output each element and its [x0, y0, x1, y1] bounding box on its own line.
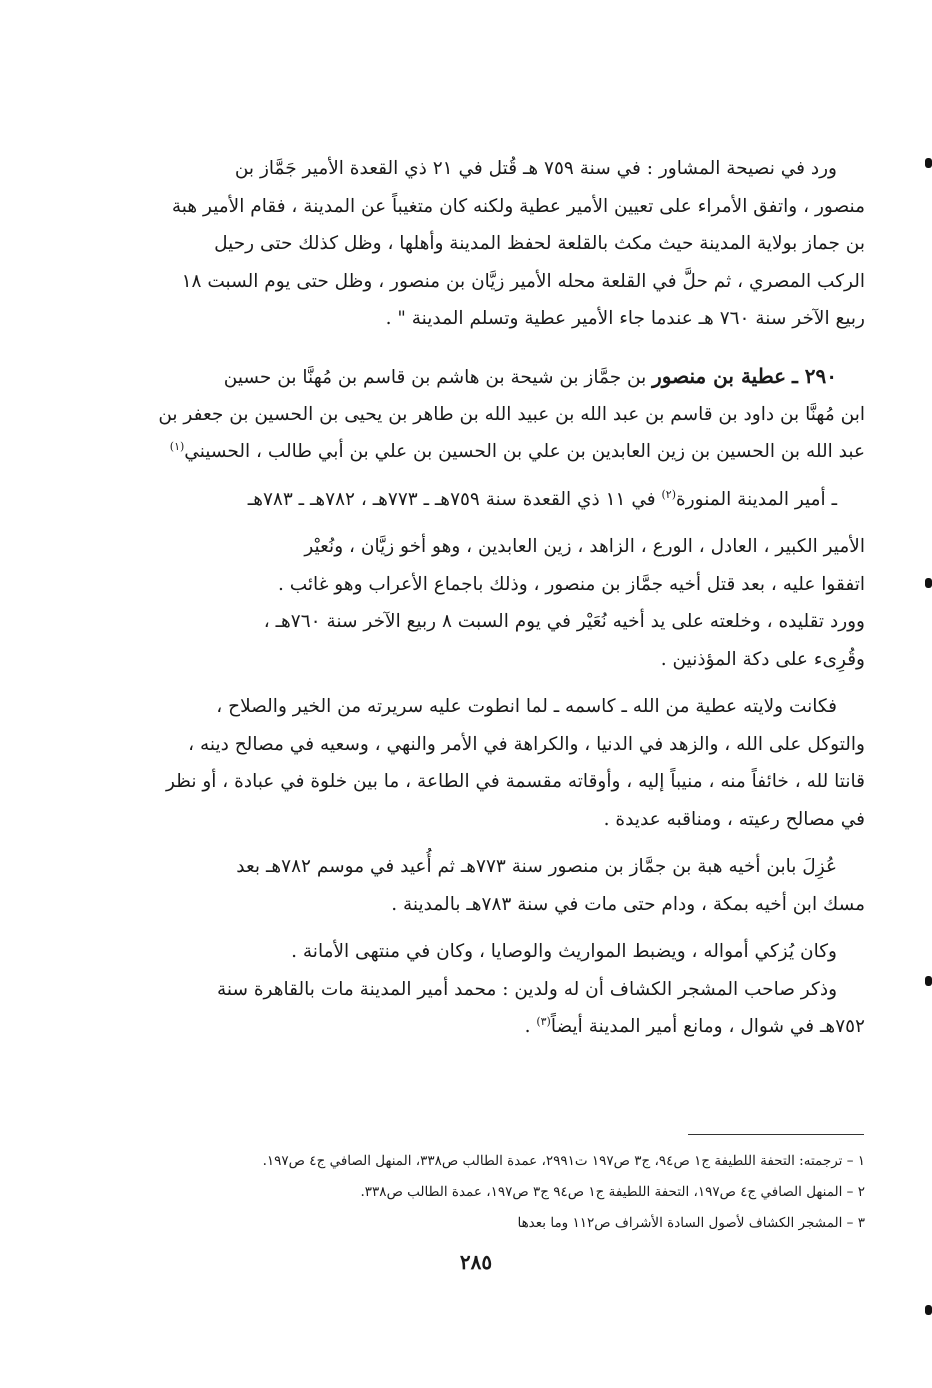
footnote: ٣ – المشجر الكشاف لأصول السادة الأشراف ص١١٢ وما بعدها [517, 1215, 865, 1231]
binding-mark [925, 578, 932, 588]
footnote: ٢ – المنهل الصافي ج٤ ص١٩٧، التحفة اللطيفة ج١ ص٩٤ ج٣ ص١٩٧، عمدة الطالب ص٣٣٨. [360, 1184, 865, 1200]
intro-line: بن جماز بولاية المدينة حيث مكث بالقلعة لحفظ المدينة وأهلها ، وظل كذلك حتى رحيل [214, 233, 865, 254]
removal-line: مسك ابن أخيه بمكة ، ودام حتى مات في سنة ٧٨٣هـ بالمدينة . [391, 893, 865, 915]
footnote-ref: (٢) [661, 487, 677, 501]
sons-text: ٧٥٢هـ في شوال ، ومانع أمير المدينة أيضاً [550, 1016, 865, 1037]
intro-paragraph [155, 150, 865, 338]
intro-line: ورد في نصيحة المشاور : في سنة ٧٥٩ هـ قُتل في ٢١ ذي القعدة الأمير جَمَّاز بن [234, 158, 837, 179]
binding-mark [925, 976, 932, 986]
bio-line: وورد تقليده ، وخلعته على يد أخيه نُعَيْر في يوم السبت ٨ ربيع الآخر سنة ٧٦٠هـ ، [263, 611, 865, 632]
biography-entry [155, 358, 865, 1046]
binding-mark [925, 158, 932, 168]
entry-number: ٢٩٠ ـ [791, 364, 837, 388]
virtue-line: والتوكل على الله ، والزهد في الدنيا ، والكراهة في الأمر والنهي ، وسعيه في مصالح دينه ، [188, 733, 865, 755]
footnote: ١ – ترجمته: التحفة اللطيفة ج١ ص٩٤، ج٣ ص١٩٧ ت٢٩٩١، عمدة الطالب ص٣٣٨، المنهل الصافي ج٤ ص١٩٧. [262, 1153, 865, 1169]
footnote-ref: (١) [169, 439, 185, 453]
zakat-line: وكان يُزكي أمواله ، ويضبط المواريث والوصايا ، وكان في منتهى الأمانة . [291, 941, 837, 962]
entry-name: عطية بن منصور [652, 364, 787, 388]
sons-end: . [524, 1016, 537, 1037]
sons-line [155, 1008, 865, 1046]
intro-line: ربيع الآخر سنة ٧٦٠ هـ عندما جاء الأمير عطية وتسلم المدينة " . [385, 308, 865, 329]
virtue-line: فكانت ولايته عطية من الله ـ كاسمه ـ لما انطوت عليه سريرته من الخير والصلاح ، [216, 696, 837, 717]
lineage-line [155, 433, 865, 471]
page-number: ٢٨٥ [459, 1250, 493, 1274]
virtue-line: قانتا لله ، خائفاً منه ، منيباً إليه ، وأوقاته مقسمة في الطاعة ، ما بين خلوة في عبادة ، أو نظر [165, 771, 865, 792]
footnote-divider [688, 1134, 864, 1135]
intro-line: الركب المصري ، ثم حلَّ في القلعة محله الأمير زيَّان بن منصور ، وظل حتى يوم السبت ١٨ [181, 270, 865, 292]
entry-heading-line [155, 358, 865, 396]
removal-line: عُزِلَ بابن أخيه هبة بن جمَّاز بن منصور سنة ٧٧٣هـ ثم أُعيد في موسم ٧٨٢هـ بعد [236, 856, 837, 877]
footnotes [150, 1146, 865, 1239]
office-line [155, 481, 865, 519]
virtue-line: في مصالح رعيته ، ومناقبه عديدة . [603, 808, 865, 830]
office-dates: في ١١ ذي القعدة سنة ٧٥٩هـ ـ ٧٧٣هـ ، ٧٨٢هـ ـ ٧٨٣هـ [247, 488, 662, 510]
bio-line: اتفقوا عليه ، بعد قتل أخيه جمَّاز بن منصور ، وذلك باجماع الأعراب وهو غائب . [277, 573, 865, 595]
footnote-ref: (٣) [536, 1014, 551, 1028]
sons-line: وذكر صاحب المشجر الكشاف أن له ولدين : محمد أمير المدينة مات بالقاهرة سنة [216, 978, 837, 1000]
intro-line: منصور ، واتفق الأمراء على تعيين الأمير عطية ولكنه كان متغيباً عن المدينة ، فقام الأمير هبة [171, 195, 865, 217]
entry-lineage: بن جمَّاز بن شيحة بن هاشم بن قاسم بن مُهنَّا بن حسين [223, 367, 647, 388]
binding-mark [925, 1305, 932, 1315]
bio-line: الأمير الكبير ، العادل ، الورع ، الزاهد ، زين العابدين ، وهو أخو زيَّان ، ونُعيْر [304, 536, 865, 557]
lineage-line: ابن مُهنَّا بن داود بن قاسم بن عبد الله بن عبيد الله بن طاهر بن يحيى بن الحسين بن جعفر بن [158, 403, 865, 425]
bio-line: وقُرِىء على دكة المؤذنين . [660, 648, 865, 670]
office-text: ـ أمير المدينة المنورة [676, 488, 837, 510]
lineage-text: عبد الله بن الحسين بن زين العابدين بن علي بن الحسين بن علي بن أبي طالب ، الحسيني [184, 441, 865, 462]
